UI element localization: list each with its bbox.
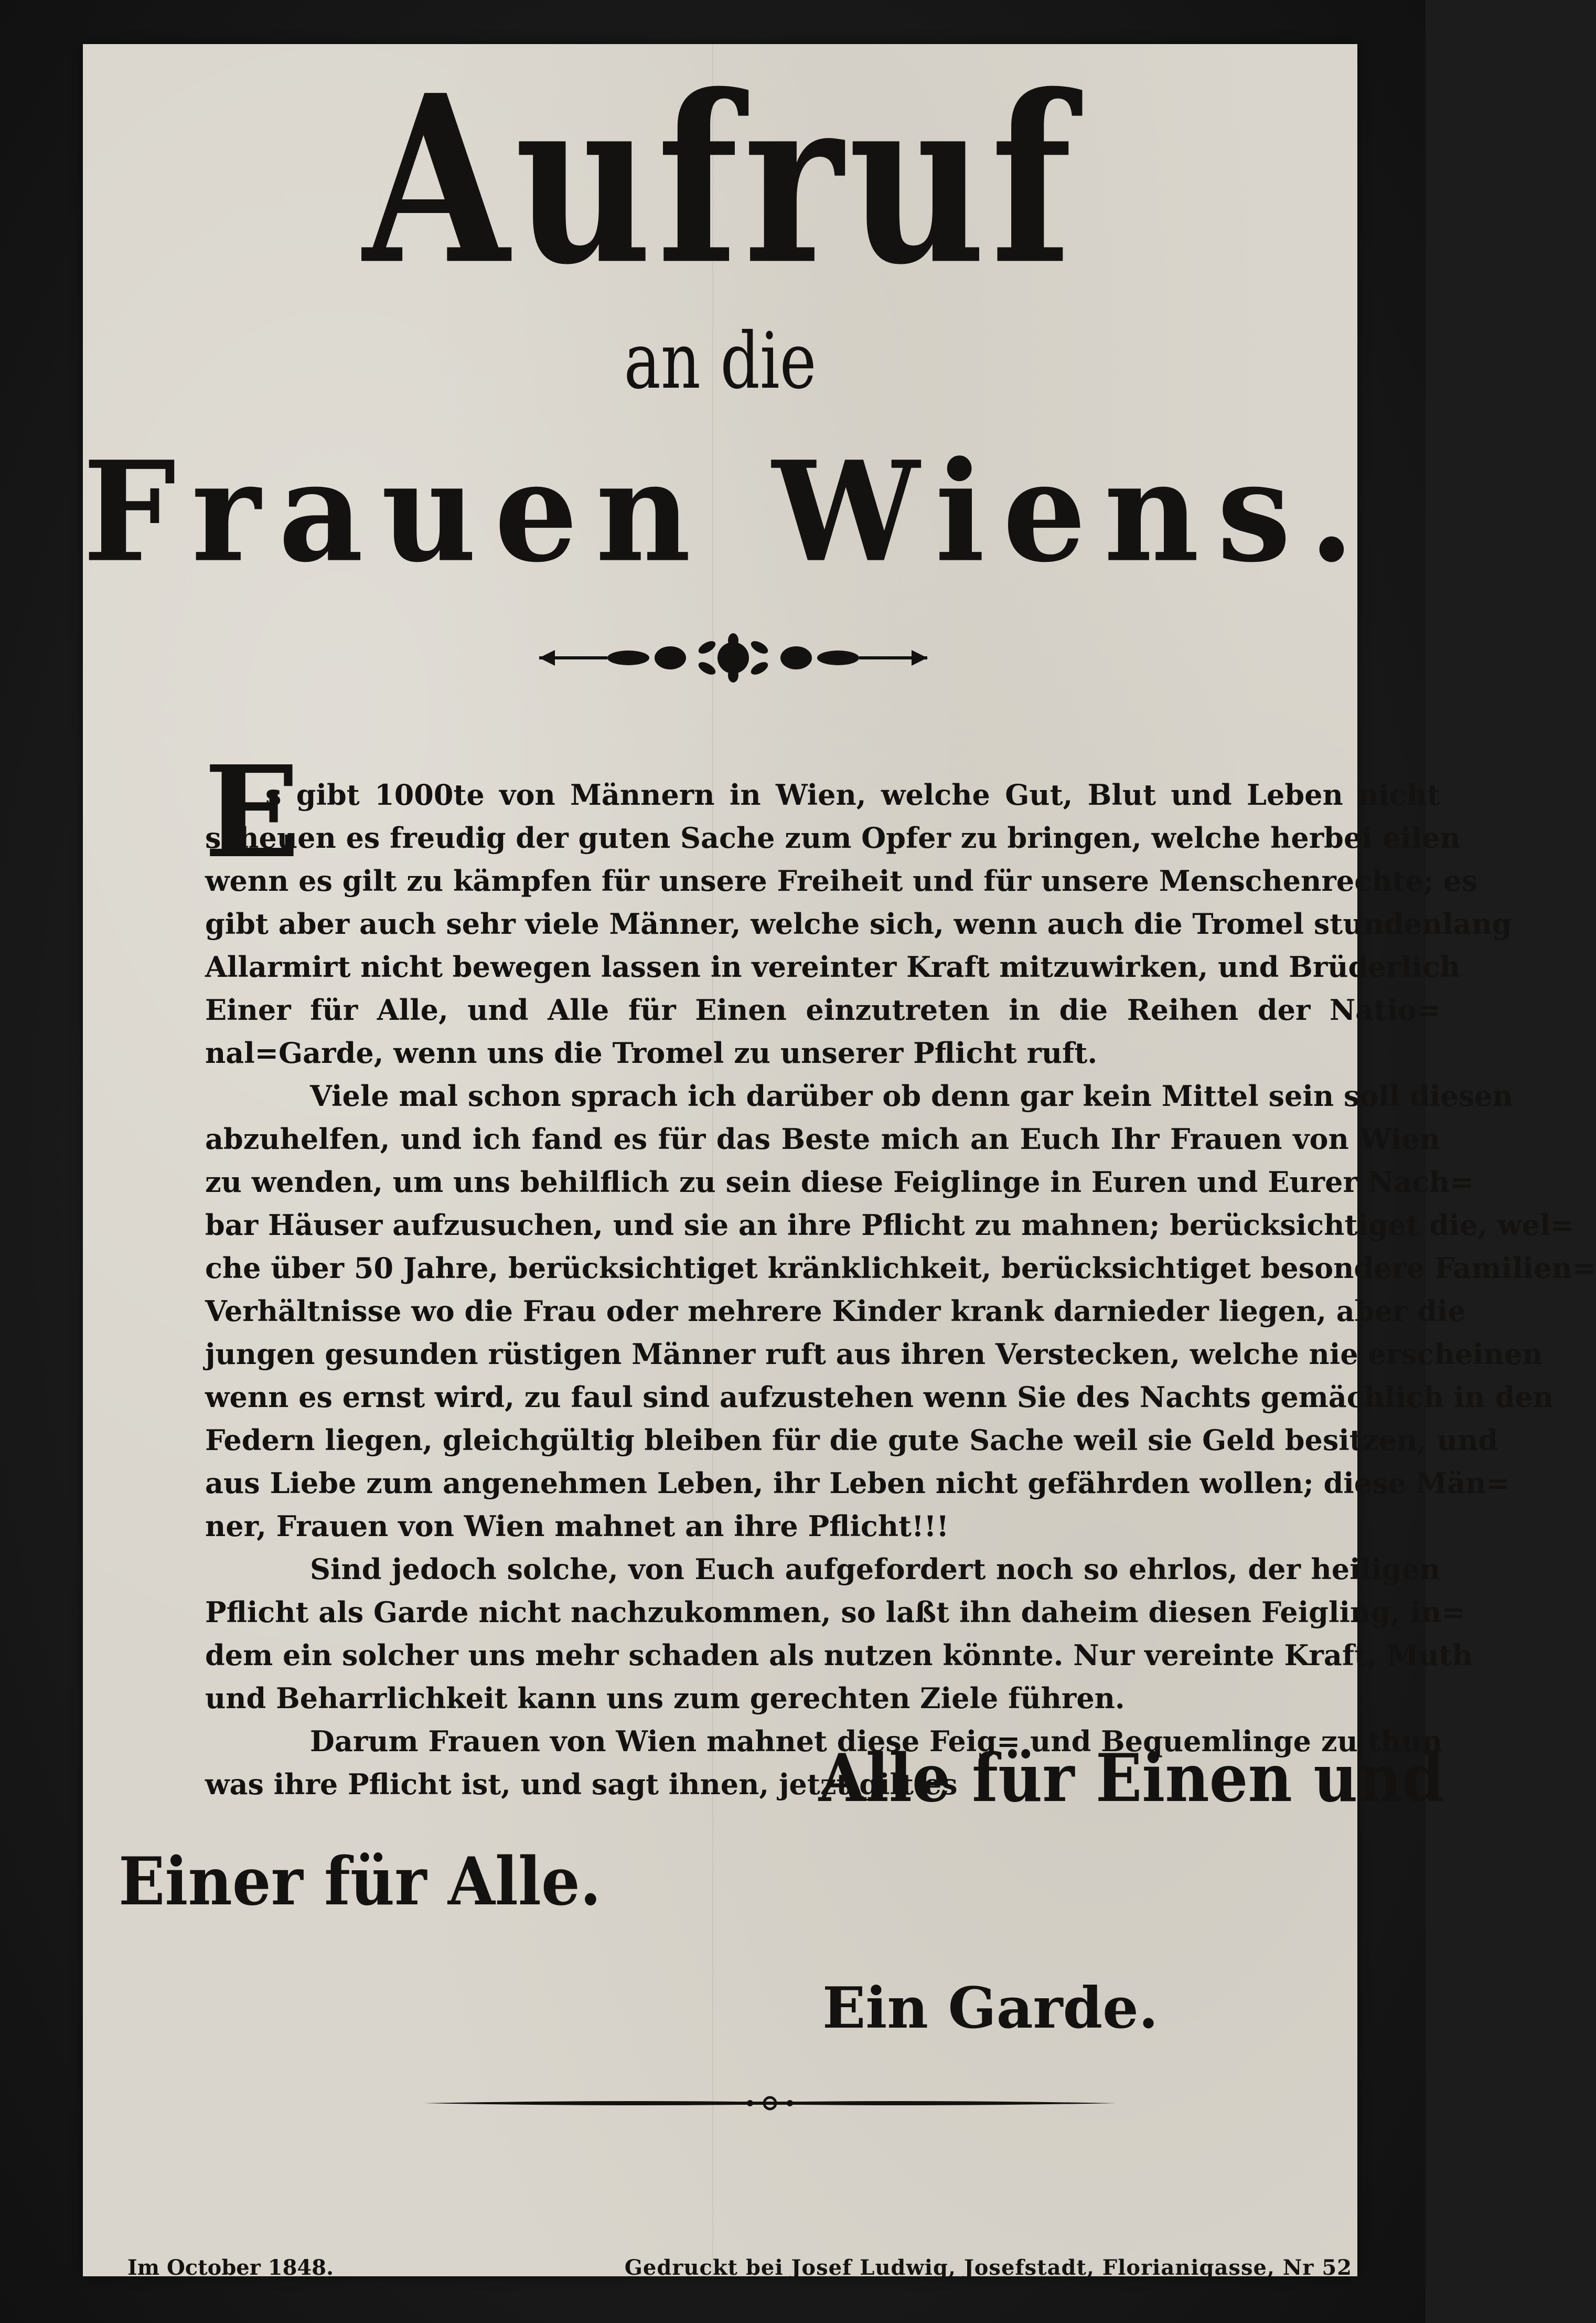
text-line: und Beharrlichkeit kann uns zum gerechten Ziele führen.: [205, 1681, 1125, 1715]
text-line: gibt aber auch sehr viele Männer, welche sich, wenn auch die Tromel stundenlang: [205, 907, 1512, 941]
text-line: s gibt 1000te von Männern in Wien, welche Gut, Blut und Leben nicht: [265, 778, 1440, 812]
text-line: Pflicht als Garde nicht nachzukommen, so laßt ihn daheim diesen Feigling, in=: [205, 1595, 1465, 1629]
text-line: Einer für Alle, und Alle für Einen einzutreten in die Reihen der Natio=: [205, 993, 1440, 1027]
poster-sheet: [83, 44, 1596, 2280]
text-line: jungen gesunden rüstigen Männer ruft aus ihren Verstecken, welche nie erscheinen: [205, 1337, 1543, 1371]
decorative-rule-icon: [424, 2093, 1116, 2114]
text-line: ner, Frauen von Wien mahnet an ihre Pflicht!!!: [205, 1509, 949, 1543]
text-line: zu wenden, um uns behilflich zu sein diese Feiglinge in Euren und Eurer Nach=: [205, 1165, 1474, 1199]
text-line: che über 50 Jahre, berücksichtiget kränklichkeit, berücksichtiget besondere Familien=: [205, 1251, 1596, 1285]
text-line: bar Häuser aufzusuchen, und sie an ihre Pflicht zu mahnen; berücksichtiget die, wel=: [205, 1208, 1574, 1242]
footer-date: Im October 1848.: [127, 2255, 334, 2280]
floral-ornament-icon: [534, 634, 933, 681]
text-line: abzuhelfen, und ich fand es für das Beste mich an Euch Ihr Frauen von Wien: [205, 1122, 1440, 1156]
text-line: Federn liegen, gleichgültig bleiben für die gute Sache weil sie Geld besitzen, und: [205, 1423, 1498, 1457]
slogan-part-2: Einer für Alle.: [119, 1843, 602, 1921]
text-line: nal=Garde, wenn uns die Tromel zu unserer Pflicht ruft.: [205, 1036, 1098, 1070]
footer-printer: Gedruckt bei Josef Ludwig, Josefstadt, Florianigasse, Nr 52: [624, 2255, 1352, 2280]
text-line: Allarmirt nicht bewegen lassen in vereinter Kraft mitzuwirken, und Brüderlich: [205, 950, 1461, 984]
text-line: scheuen es freudig der guten Sache zum Opfer zu bringen, welche herbei eilen: [205, 821, 1461, 855]
title-an-die: an die: [624, 315, 817, 406]
signature-ein-garde: Ein Garde.: [822, 1975, 1159, 2041]
text-line: aus Liebe zum angenehmen Leben, ihr Leben nicht gefährden wollen; diese Män=: [205, 1466, 1510, 1500]
text-line: Verhältnisse wo die Frau oder mehrere Kinder krank darnieder liegen, aber die: [205, 1294, 1466, 1328]
text-line: wenn es ernst wird, zu faul sind aufzustehen wenn Sie des Nachts gemächlich in den: [205, 1380, 1554, 1414]
text-line-lead: was ihre Pflicht ist, und sagt ihnen, jetzt gilt es: [205, 1767, 958, 1801]
text-line: Darum Frauen von Wien mahnet diese Feig= und Bequemlinge zu thun: [310, 1724, 1443, 1758]
proclamation-body: [204, 738, 1596, 1817]
text-line: Sind jedoch solche, von Euch aufgefordert noch so ehrlos, der heiligen: [310, 1552, 1440, 1586]
title-frauen-wiens: Frauen Wiens.: [83, 430, 1373, 593]
slogan-part-1: Alle für Einen und: [818, 1740, 1444, 1817]
text-line: Viele mal schon sprach ich darüber ob denn gar kein Mittel sein soll diesen: [310, 1079, 1513, 1113]
text-line: wenn es gilt zu kämpfen für unsere Freiheit und für unsere Menschenrechte; es: [205, 864, 1478, 898]
text-line: dem ein solcher uns mehr schaden als nutzen könnte. Nur vereinte Kraft, Muth: [205, 1638, 1473, 1672]
title-aufruf: Aufruf: [362, 44, 1078, 316]
drop-capital: E: [204, 738, 300, 886]
